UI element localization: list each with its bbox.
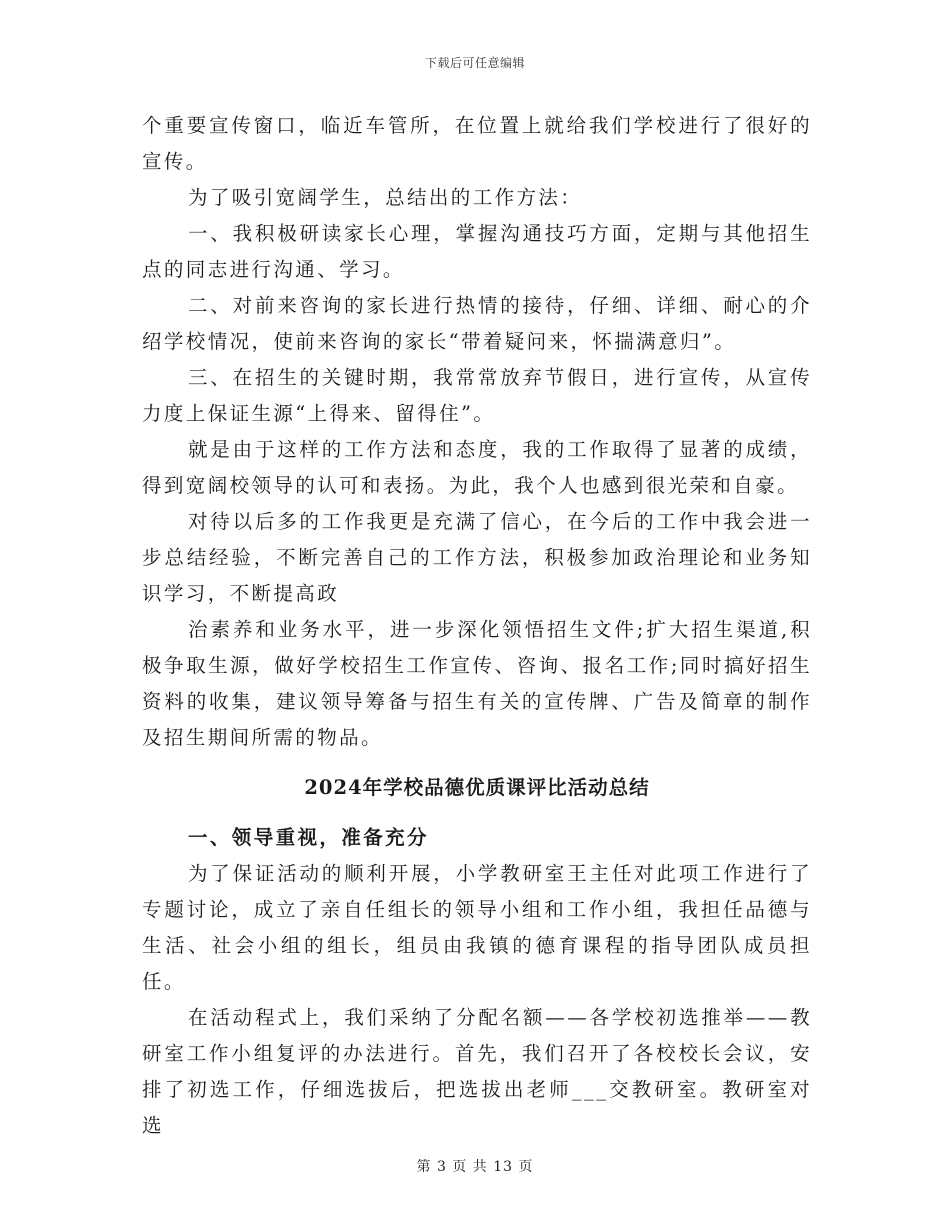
article-paragraph-1: 为了保证活动的顺利开展，小学教研室王主任对此项工作进行了专题讨论，成立了亲自任组长的领导小组和工作小组，我担任品德与生活、社会小组的组长，组员由我镇的德育课程的指导团队成员担任。 — [142, 862, 812, 993]
paragraph-3: 一、我积极研读家长心理，掌握沟通技巧方面，定期与其他招生点的同志进行沟通、学习。 — [142, 222, 812, 281]
paragraph-6: 就是由于这样的工作方法和态度，我的工作取得了显著的成绩，得到宽阔校领导的认可和表扬。为此，我个人也感到很光荣和自豪。 — [142, 438, 812, 497]
page-number: 第 3 页 共 13 页 — [416, 1159, 534, 1175]
document-body — [142, 108, 812, 1144]
paragraph-5: 三、在招生的关键时期，我常常放弃节假日，进行宣传，从宣传力度上保证生源“上得来、留得住”。 — [142, 366, 812, 425]
paragraph-4: 二、对前来咨询的家长进行热情的接待，仔细、详细、耐心的介绍学校情况，使前来咨询的家长“带着疑问来，怀揣满意归”。 — [142, 294, 812, 353]
header-note: 下载后可任意编辑 — [424, 56, 525, 70]
section-heading: 一、领导重视，准备充分 — [188, 826, 429, 849]
paragraph-7: 对待以后多的工作我更是充满了信心，在今后的工作中我会进一步总结经验，不断完善自己的工作方法，积极参加政治理论和业务知识学习，不断提高政 — [142, 510, 812, 605]
paragraph-2: 为了吸引宽阔学生，总结出的工作方法： — [188, 186, 583, 209]
article-paragraph-2: 在活动程式上，我们采纳了分配名额——各学校初选推举——教研室工作小组复评的办法进行。首先，我们召开了各校校长会议，安排了初选工作，仔细选拔后，把选拔出老师___交教研室。教研室对选 — [142, 1006, 812, 1137]
paragraph-1: 个重要宣传窗口，临近车管所，在位置上就给我们学校进行了很好的宣传。 — [142, 114, 812, 173]
article-title: 2024年学校品德优质课评比活动总结 — [304, 776, 650, 799]
paragraph-8: 治素养和业务水平，进一步深化领悟招生文件;扩大招生渠道,积极争取生源，做好学校招生工作宣传、咨询、报名工作;同时搞好招生资料的收集，建议领导筹备与招生有关的宣传牌、广告及简章的制作及招生期间所需的物品。 — [142, 618, 812, 749]
